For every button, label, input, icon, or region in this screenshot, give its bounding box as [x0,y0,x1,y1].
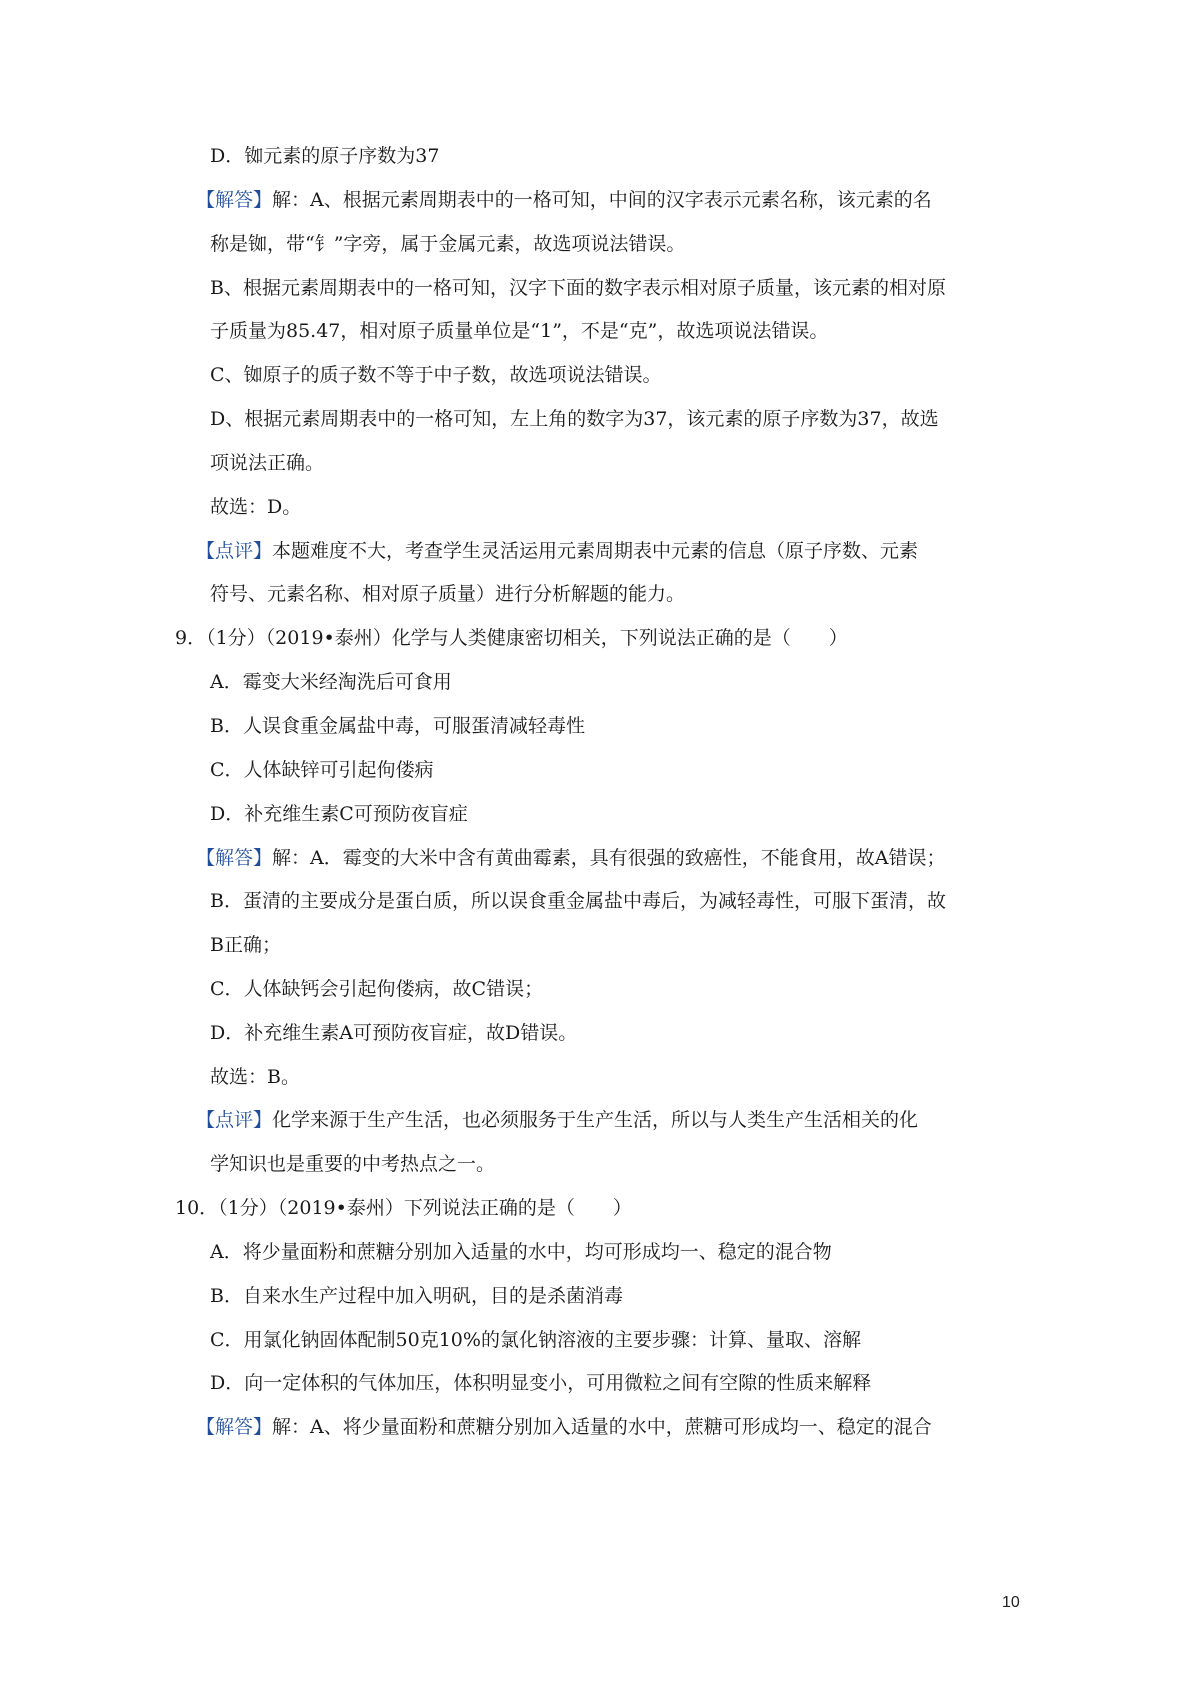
q9-answer-line: C．人体缺钙会引起佝偻病，故C错误； [210,978,544,1000]
q8-answer-line: 子质量为85.47，相对原子质量单位是“1”，不是“克”，故选项说法错误。 [210,320,829,342]
q9-comment-line [196,1107,918,1133]
answer-text: 解：A、根据元素周期表中的一格可知，中间的汉字表示元素名称，该元素的名 [272,189,932,211]
q8-option-d: D．铷元素的原子序数为37 [210,145,440,167]
q9-option-a: A．霉变大米经淘洗后可食用 [210,671,452,693]
q10-question: 10．（1分）（2019•泰州）下列说法正确的是（ ） [175,1197,632,1219]
q10-option-b: B．自来水生产过程中加入明矾，目的是杀菌消毒 [210,1285,623,1307]
answer-tag: 【解答】 [196,189,273,211]
answer-text: 解：A．霉变的大米中含有黄曲霉素，具有很强的致癌性，不能食用，故A错误； [272,847,946,869]
q9-option-d: D．补充维生素C可预防夜盲症 [210,803,468,825]
q9-question: 9．（1分）（2019•泰州）化学与人类健康密切相关，下列说法正确的是（ ） [175,627,848,649]
q8-answer-line: D、根据元素周期表中的一格可知，左上角的数字为37，该元素的原子序数为37，故选 [210,408,939,430]
q8-answer-line: 项说法正确。 [210,452,325,474]
q9-answer-line: B正确； [210,934,281,956]
q8-answer-line: C、铷原子的质子数不等于中子数，故选项说法错误。 [210,364,662,386]
comment-text: 化学来源于生产生活，也必须服务于生产生活，所以与人类生产生活相关的化 [272,1109,919,1131]
q10-option-c: C．用氯化钠固体配制50克10%的氯化钠溶液的主要步骤：计算、量取、溶解 [210,1329,861,1351]
q9-answer-line [196,845,945,871]
q9-option-c: C．人体缺锌可引起佝偻病 [210,759,434,781]
q8-answer-line: B、根据元素周期表中的一格可知，汉字下面的数字表示相对原子质量，该元素的相对原 [210,277,946,299]
q9-option-b: B．人误食重金属盐中毒，可服蛋清减轻毒性 [210,715,585,737]
q8-comment-line: 符号、元素名称、相对原子质量）进行分析解题的能力。 [210,583,686,605]
q8-choice: 故选：D。 [210,496,302,518]
page-number: 10 [1002,1594,1020,1611]
q10-option-a: A．将少量面粉和蔗糖分别加入适量的水中，均可形成均一、稳定的混合物 [210,1241,832,1263]
answer-text: 解：A、将少量面粉和蔗糖分别加入适量的水中，蔗糖可形成均一、稳定的混合 [272,1416,932,1438]
q9-choice: 故选：B。 [210,1066,300,1088]
q10-option-d: D．向一定体积的气体加压，体积明显变小，可用微粒之间有空隙的性质来解释 [210,1372,872,1394]
answer-tag: 【解答】 [196,1416,273,1438]
answer-tag: 【解答】 [196,847,273,869]
q8-answer-line: 称是铷，带“钅”字旁，属于金属元素，故选项说法错误。 [210,233,686,255]
q9-answer-line: D．补充维生素A可预防夜盲症，故D错误。 [210,1022,578,1044]
q9-comment-line: 学知识也是重要的中考热点之一。 [210,1153,496,1175]
q9-answer-line: B．蛋清的主要成分是蛋白质，所以误食重金属盐中毒后，为减轻毒性，可服下蛋清，故 [210,890,946,912]
q8-answer-line [196,187,932,213]
comment-tag: 【点评】 [196,540,273,562]
q10-answer-line [196,1414,932,1440]
comment-tag: 【点评】 [196,1109,273,1131]
q8-comment-line [196,538,918,564]
comment-text: 本题难度不大，考查学生灵活运用元素周期表中元素的信息（原子序数、元素 [272,540,919,562]
